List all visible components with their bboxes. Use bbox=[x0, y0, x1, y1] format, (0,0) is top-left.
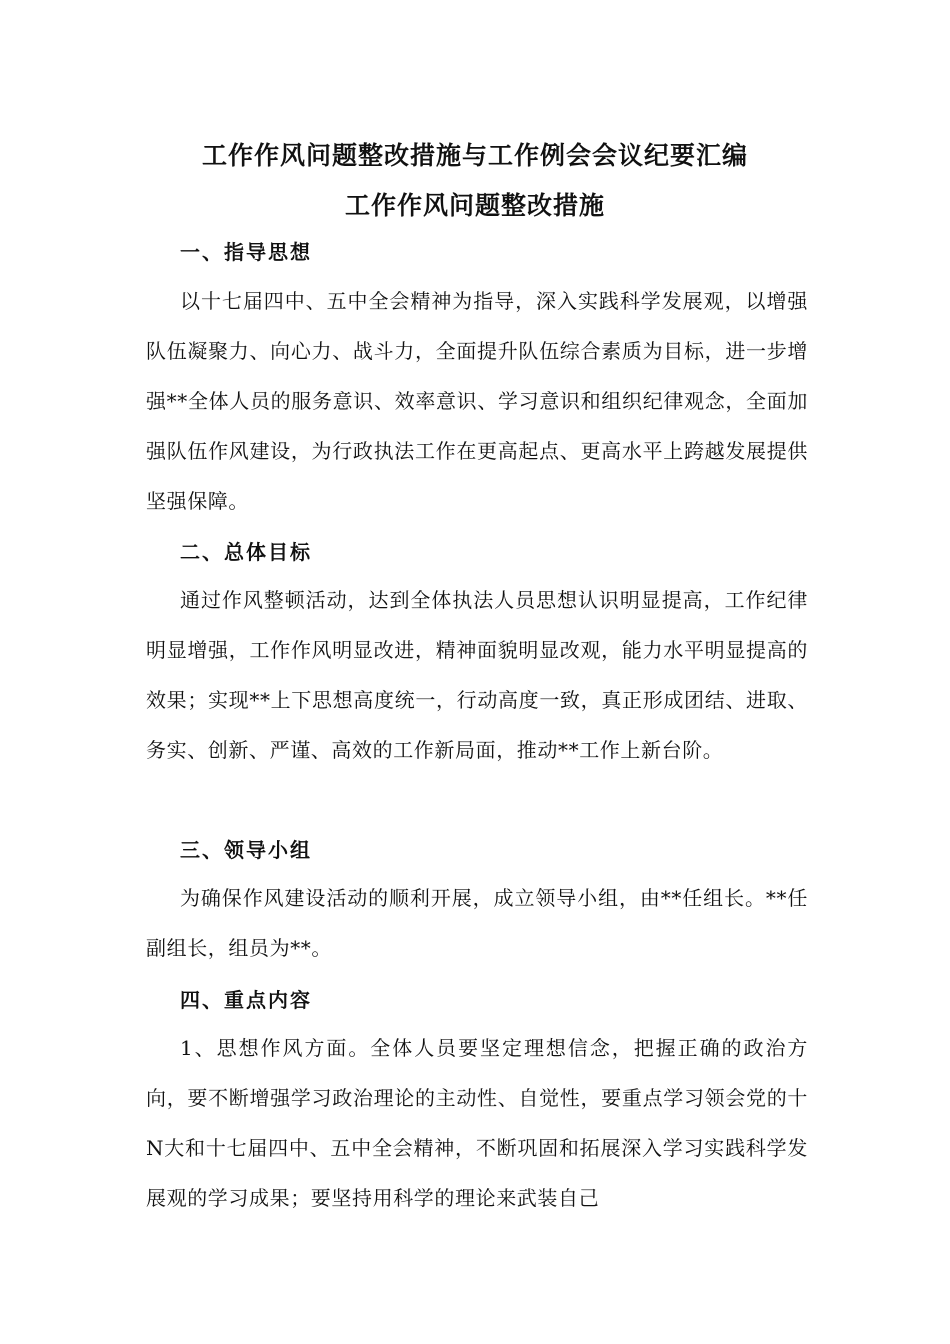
section-paragraph-guiding-ideology: 以十七届四中、五中全会精神为指导，深入实践科学发展观，以增强队伍凝聚力、向心力、战斗力，全面提升队伍综合素质为目标，进一步增强**全体人员的服务意识、效率意识、学习意识和组织纪律观念，全面加强队伍作风建设，为行政执法工作在更高起点、更高水平上跨越发展提供坚强保障。 bbox=[146, 289, 808, 513]
section-heading-key-content: 四、重点内容 bbox=[180, 988, 312, 1012]
document-title: 工作作风问题整改措施与工作例会会议纪要汇编 bbox=[201, 141, 748, 170]
section-heading-overall-goal: 二、总体目标 bbox=[180, 540, 312, 564]
section-heading-leading-group: 三、领导小组 bbox=[180, 838, 312, 862]
section-paragraph-key-content: 1、思想作风方面。全体人员要坚定理想信念，把握正确的政治方向，要不断增强学习政治理论的主动性、自觉性，要重点学习领会党的十N大和十七届四中、五中全会精神，不断巩固和拓展深入学习实践科学发展观的学习成果；要坚持用科学的理论来武装自己 bbox=[146, 1036, 808, 1210]
section-heading-guiding-ideology: 一、指导思想 bbox=[180, 240, 312, 264]
section-paragraph-leading-group: 为确保作风建设活动的顺利开展，成立领导小组，由**任组长。**任副组长，组员为**。 bbox=[146, 886, 808, 960]
document-subtitle: 工作作风问题整改措施 bbox=[344, 191, 605, 220]
section-paragraph-overall-goal: 通过作风整顿活动，达到全体执法人员思想认识明显提高，工作纪律明显增强，工作作风明显改进，精神面貌明显改观，能力水平明显提高的效果；实现**上下思想高度统一，行动高度一致，真正形成团结、进取、务实、创新、严谨、高效的工作新局面，推动**工作上新台阶。 bbox=[146, 588, 808, 762]
